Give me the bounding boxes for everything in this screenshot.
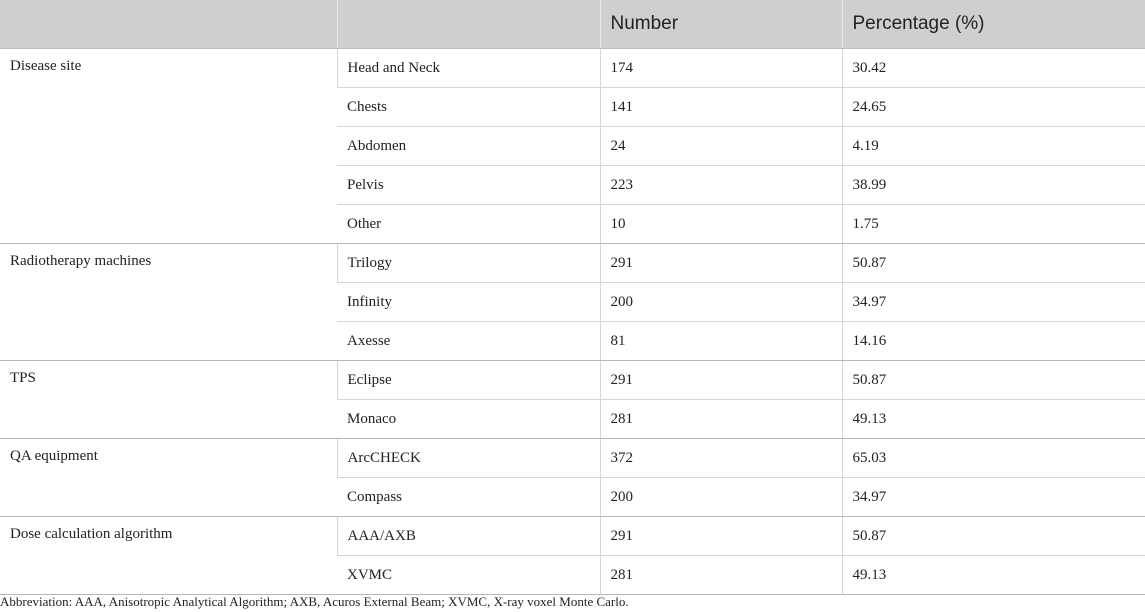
row-percentage: 38.99 (842, 166, 1145, 205)
table-row (0, 517, 1145, 556)
row-number: 141 (600, 88, 842, 127)
row-number: 200 (600, 478, 842, 517)
row-item: AAA/AXB (337, 517, 600, 556)
row-item: Head and Neck (337, 49, 600, 88)
row-number: 223 (600, 166, 842, 205)
table-row (0, 361, 1145, 400)
table-row (0, 244, 1145, 283)
table-footnote: Abbreviation: AAA, Anisotropic Analytical Algorithm; AXB, Acuros External Beam; XVMC, X-ray voxel Monte Carlo. (0, 594, 629, 609)
row-percentage: 34.97 (842, 478, 1145, 517)
row-percentage: 34.97 (842, 283, 1145, 322)
header-percentage: Percentage (%) (842, 0, 1145, 49)
row-item: Other (337, 205, 600, 244)
row-percentage: 50.87 (842, 517, 1145, 556)
row-item: Trilogy (337, 244, 600, 283)
row-item: Abdomen (337, 127, 600, 166)
row-number: 281 (600, 556, 842, 595)
table-row (0, 439, 1145, 478)
row-item: Chests (337, 88, 600, 127)
row-item: XVMC (337, 556, 600, 595)
row-percentage: 49.13 (842, 400, 1145, 439)
group-label-qa-equipment: QA equipment (0, 439, 337, 517)
header-number: Number (600, 0, 842, 49)
group-label-radiotherapy-machines: Radiotherapy machines (0, 244, 337, 361)
table-header (0, 0, 1145, 49)
row-item: Infinity (337, 283, 600, 322)
row-percentage: 49.13 (842, 556, 1145, 595)
row-percentage: 14.16 (842, 322, 1145, 361)
row-number: 291 (600, 244, 842, 283)
row-percentage: 65.03 (842, 439, 1145, 478)
row-item: Monaco (337, 400, 600, 439)
row-number: 291 (600, 361, 842, 400)
row-number: 81 (600, 322, 842, 361)
row-percentage: 4.19 (842, 127, 1145, 166)
group-label-disease-site: Disease site (0, 49, 337, 244)
row-item: Compass (337, 478, 600, 517)
table-row (0, 49, 1145, 88)
row-percentage: 24.65 (842, 88, 1145, 127)
row-number: 281 (600, 400, 842, 439)
table-body (0, 49, 1145, 595)
row-item: Eclipse (337, 361, 600, 400)
row-percentage: 1.75 (842, 205, 1145, 244)
row-number: 200 (600, 283, 842, 322)
header-category (0, 0, 337, 49)
row-percentage: 30.42 (842, 49, 1145, 88)
row-item: Axesse (337, 322, 600, 361)
row-number: 372 (600, 439, 842, 478)
row-percentage: 50.87 (842, 244, 1145, 283)
row-number: 174 (600, 49, 842, 88)
row-item: Pelvis (337, 166, 600, 205)
row-number: 10 (600, 205, 842, 244)
row-number: 24 (600, 127, 842, 166)
row-item: ArcCHECK (337, 439, 600, 478)
group-label-tps: TPS (0, 361, 337, 439)
group-label-dose-calculation-algorithm: Dose calculation algorithm (0, 517, 337, 595)
header-item (337, 0, 600, 49)
row-number: 291 (600, 517, 842, 556)
header-row (0, 0, 1145, 49)
row-percentage: 50.87 (842, 361, 1145, 400)
